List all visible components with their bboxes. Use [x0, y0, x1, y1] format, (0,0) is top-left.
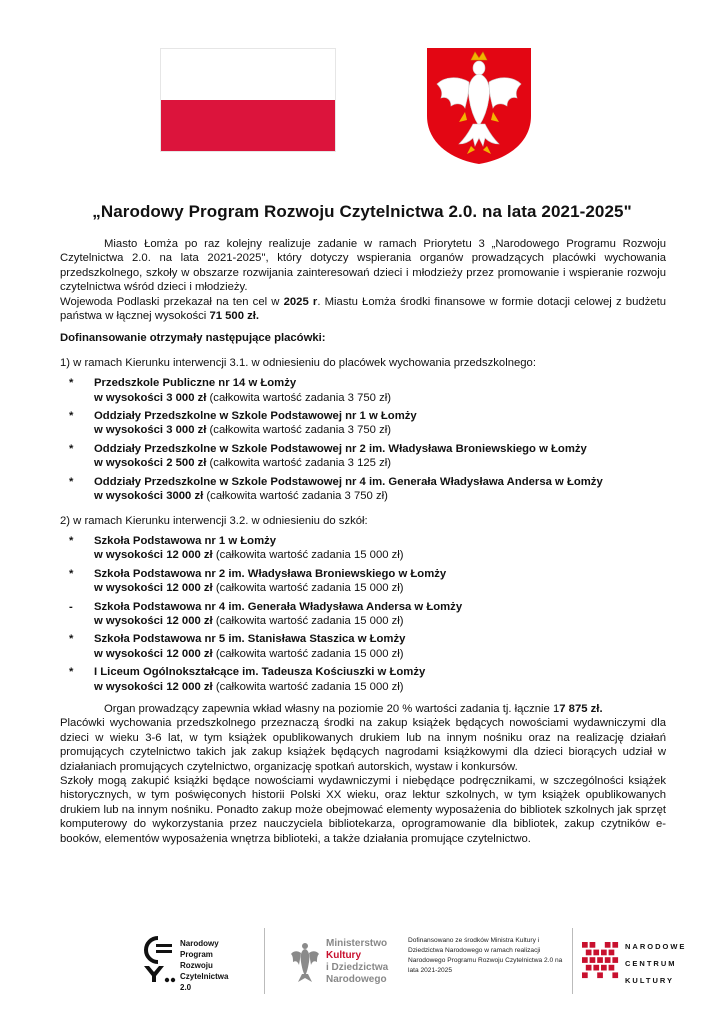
- document-body: [60, 237, 666, 846]
- section-heading: Dofinansowanie otrzymały następujące placówki:: [60, 332, 326, 345]
- funding-note: Dofinansowano ze środków Ministra Kultury i Dziedzictwa Narodowego w ramach realizacji Narodowego Programu Rozwoju Czytelnictwa 2.0 na lata 2021-2025: [408, 937, 563, 974]
- divider: [264, 928, 265, 994]
- list-item: * Oddziały Przedszkolne w Szkole Podstawowej nr 4 im. Generała Władysława Andersa w Łomży w wysokości 3000 zł (całkowita wartość zadania 3 750 zł): [69, 475, 603, 503]
- school-purpose-paragraph: Szkoły mogą zakupić książki będące nowościami wydawniczymi i niebędące podręcznikami, w szczególności książek historycznych, w tym poświęconych historii Polski XX wieku, oraz lektur szkolnych, w tym książek opublikowanych drukiem lub na innym nośniku. Ponadto zakup może obejmować elementy wyposażenia do bibliotek szkolnych jak sprzęt komputerowy do wykorzystania przez nauczyciela bibliotekarza, oprogramowanie dla bibliotek, zakup czytników e-booków, elementów wyposażenia wnętrza biblioteki, a także działania promujące czytelnictwo.: [60, 775, 666, 845]
- ministry-logo: Ministerstwo Kultury i Dziedzictwa Narodowego: [290, 936, 420, 992]
- section2-list: [60, 534, 666, 694]
- polish-flag: [160, 48, 336, 152]
- list-item: * Szkoła Podstawowa nr 2 im. Władysława Broniewskiego w Łomży w wysokości 12 000 zł (całkowita wartość zadania 15 000 zł): [69, 567, 447, 595]
- own-contribution-paragraph: Organ prowadzący zapewnia wkład własny na poziomie 20 % wartości zadania tj. łącznie 17 875 zł.: [104, 702, 603, 715]
- list-item: * I Liceum Ogólnokształcące im. Tadeusza Kościuszki w Łomży w wysokości 12 000 zł (całkowita wartość zadania 15 000 zł): [69, 666, 426, 693]
- section2-intro: 2) w ramach Kierunku interwencji 3.2. w odniesieniu do szkół:: [60, 514, 368, 527]
- list-item: * Szkoła Podstawowa nr 5 im. Stanisława Staszica w Łomży w wysokości 12 000 zł (całkowita wartość zadania 15 000 zł): [69, 633, 406, 660]
- footer-logos: [140, 928, 700, 998]
- section1-list: [60, 376, 666, 503]
- nprc-logo-icon: [140, 934, 176, 984]
- eagle-icon: [290, 936, 320, 986]
- nprc-logo: Narodowy Program Rozwoju Czytelnictwa 2.0: [140, 934, 260, 994]
- preschool-purpose-paragraph: Placówki wychowania przedszkolnego przeznaczą środki na zakup książek będących nowościami wydawniczymi dla dzieci w wieku 3-6 lat, w tym książek opublikowanych drukiem lub na innym nośniku oraz na realizację działań promujących czytelnictwo takich jak zakup książek będących nagrodami książkowymi dla dzieci biorących udział w działaniach promujących czytelnictwo, organizację spotkań autorskich, wystaw i konkursów.: [60, 717, 666, 773]
- list-item: * Szkoła Podstawowa nr 1 w Łomży w wysokości 12 000 zł (całkowita wartość zadania 15 000 zł): [69, 534, 404, 562]
- polish-coat-of-arms-icon: [425, 46, 533, 166]
- list-item: - Szkoła Podstawowa nr 4 im. Generała Władysława Andersa w Łomży w wysokości 12 000 zł (całkowita wartość zadania 15 000 zł): [69, 600, 463, 627]
- nck-logo-icon: [582, 942, 620, 980]
- divider: [572, 928, 573, 994]
- list-item: * Oddziały Przedszkolne w Szkole Podstawowej nr 1 w Łomży w wysokości 3 000 zł (całkowita wartość zadania 3 750 zł): [69, 410, 417, 437]
- list-item: * Oddziały Przedszkolne w Szkole Podstawowej nr 2 im. Władysława Broniewskiego w Łomży w wysokości 2 500 zł (całkowita wartość zadania 3 125 zł): [69, 442, 587, 470]
- nck-logo: NARODOWE CENTRUM KULTURY: [582, 934, 702, 994]
- intro-paragraph: Miasto Łomża po raz kolejny realizuje zadanie w ramach Priorytetu 3 „Narodowego Programu Rozwoju Czytelnictwa 2.0. na lata 2021-2025", który dotyczy wspierania organów prowadzących placówki wychowania przedszkolnego, szkoły w obszarze rozwijania zainteresowań dzieci i młodzieży przez promowanie i wspieranie rozwoju czytelnictwa wśród dzieci i młodzieży.: [60, 238, 666, 294]
- list-item: * Przedszkole Publiczne nr 14 w Łomży w wysokości 3 000 zł (całkowita wartość zadania 3 750 zł): [69, 377, 392, 404]
- section1-intro: 1) w ramach Kierunku interwencji 3.1. w odniesieniu do placówek wychowania przedszkolnego:: [60, 356, 536, 369]
- page-title: „Narodowy Program Rozwoju Czytelnictwa 2.0. na lata 2021-2025": [92, 202, 632, 221]
- funding-paragraph: Wojewoda Podlaski przekazał na ten cel w 2025 r. Miastu Łomża środki finansowe w formie dotacji celowej z budżetu państwa w łącznej wysokości 71 500 zł.: [60, 295, 666, 323]
